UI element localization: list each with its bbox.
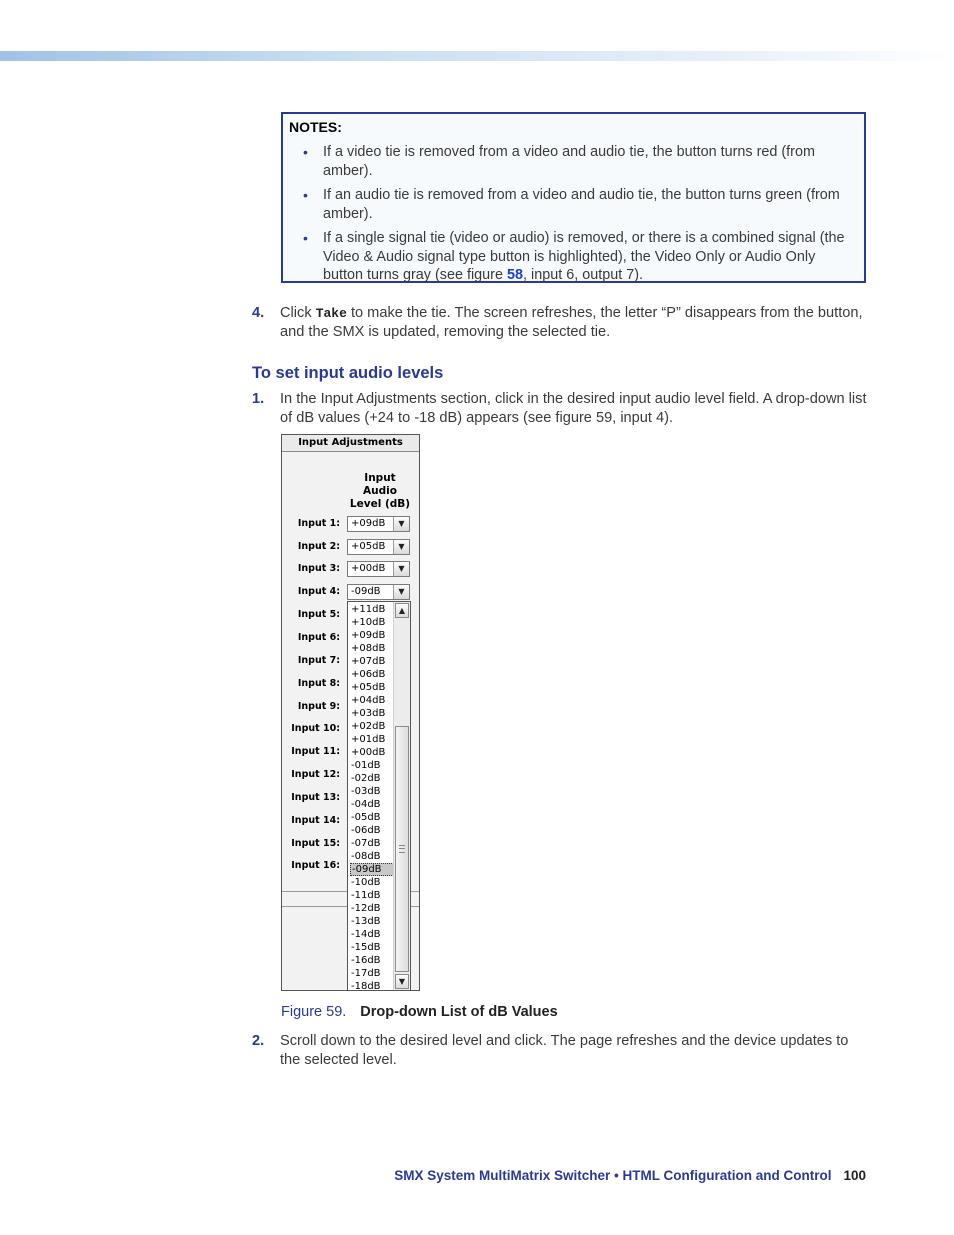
- db-option[interactable]: -05dB: [351, 812, 381, 823]
- input-label: Input 15:: [291, 838, 340, 849]
- chevron-down-icon[interactable]: ▼: [393, 562, 409, 576]
- input-label: Input 9:: [297, 701, 340, 712]
- input-label: Input 4:: [297, 586, 340, 597]
- panel-title: Input Adjustments: [282, 435, 419, 452]
- column-header-line: Input: [364, 472, 396, 484]
- scroll-down-icon[interactable]: ▼: [395, 974, 409, 989]
- step-text: Scroll down to the desired level and click. The page refreshes and the device updates to the selected level.: [280, 1033, 849, 1068]
- db-option[interactable]: +07dB: [351, 656, 386, 667]
- select-value: -09dB: [351, 586, 381, 597]
- header-bar: [0, 51, 954, 61]
- step-2: [252, 1032, 872, 1070]
- note-item: [303, 229, 848, 285]
- chevron-down-icon[interactable]: ▼: [393, 585, 409, 599]
- column-header: [344, 472, 416, 511]
- bullet-icon: •: [303, 144, 308, 160]
- scroll-up-icon[interactable]: ▲: [395, 603, 409, 618]
- db-option[interactable]: +11dB: [351, 604, 386, 615]
- db-option[interactable]: +08dB: [351, 643, 386, 654]
- step-text: In the Input Adjustments section, click in the desired input audio level field. A drop-down list of dB values (+24 to -18 dB) appears (see figure 59, input 4).: [280, 391, 867, 426]
- figure-caption: [281, 1004, 558, 1020]
- input-label: Input 13:: [291, 792, 340, 803]
- step-number: 4.: [252, 305, 265, 321]
- db-option[interactable]: -02dB: [351, 773, 381, 784]
- note-text: If a single signal tie (video or audio) is removed, or there is a combined signal (the Video & Audio signal type button is highlighted), the Video Only or Audio Only button turns gray (see figure: [323, 230, 845, 283]
- audio-level-select-3[interactable]: [347, 561, 410, 577]
- section-heading: To set input audio levels: [252, 364, 444, 382]
- figure-link[interactable]: 58: [506, 267, 523, 283]
- db-option[interactable]: -17dB: [351, 968, 381, 979]
- take-command: Take: [315, 306, 347, 321]
- audio-level-select-2[interactable]: [347, 539, 410, 555]
- db-option[interactable]: +04dB: [351, 695, 386, 706]
- db-option[interactable]: +01dB: [351, 734, 386, 745]
- input-label: Input 1:: [297, 518, 340, 529]
- db-option[interactable]: -16dB: [351, 955, 381, 966]
- db-option[interactable]: +09dB: [351, 630, 386, 641]
- notes-box: [281, 112, 866, 283]
- note-item: [303, 186, 848, 223]
- input-adjustments-screenshot: [281, 434, 420, 991]
- figure-label: Figure 59.: [281, 1004, 347, 1020]
- step-text: to make the tie. The screen refreshes, the letter “P” disappears from the button, and the SMX is updated, removing the selected tie.: [280, 305, 863, 340]
- db-option[interactable]: -13dB: [351, 916, 381, 927]
- input-label: Input 7:: [297, 655, 340, 666]
- audio-level-select-4[interactable]: [347, 584, 410, 600]
- input-label: Input 10:: [291, 723, 340, 734]
- note-text: , input 6, output 7).: [523, 267, 644, 283]
- note-text: If a video tie is removed from a video and audio tie, the button turns red (from amber).: [323, 144, 815, 179]
- db-option[interactable]: +02dB: [351, 721, 386, 732]
- select-value: +05dB: [351, 541, 386, 552]
- step-4: [252, 304, 872, 342]
- notes-title: NOTES:: [289, 119, 342, 135]
- db-option[interactable]: +05dB: [351, 682, 386, 693]
- step-1: [252, 390, 872, 428]
- step-number: 1.: [252, 391, 265, 407]
- audio-level-select-1[interactable]: [347, 516, 410, 532]
- bullet-icon: •: [303, 187, 308, 203]
- input-label: Input 14:: [291, 815, 340, 826]
- column-header-line: Audio: [363, 485, 397, 497]
- db-option[interactable]: -11dB: [351, 890, 381, 901]
- step-number: 2.: [252, 1033, 265, 1049]
- figure-title: Drop-down List of dB Values: [360, 1004, 558, 1020]
- input-label: Input 6:: [297, 632, 340, 643]
- db-option[interactable]: -06dB: [351, 825, 381, 836]
- db-option[interactable]: -04dB: [351, 799, 381, 810]
- input-label: Input 5:: [297, 609, 340, 620]
- input-label: Input 11:: [291, 746, 340, 757]
- input-label: Input 16:: [291, 860, 340, 871]
- note-text: If an audio tie is removed from a video and audio tie, the button turns green (from amber).: [323, 187, 840, 222]
- db-option[interactable]: -03dB: [351, 786, 381, 797]
- db-option[interactable]: +00dB: [351, 747, 386, 758]
- step-text: Click: [280, 305, 316, 321]
- db-option[interactable]: -08dB: [351, 851, 381, 862]
- input-label: Input 8:: [297, 678, 340, 689]
- note-item: [303, 143, 848, 180]
- footer-text: SMX System MultiMatrix Switcher • HTML Configuration and Control: [394, 1168, 832, 1183]
- input-label: Input 2:: [297, 541, 340, 552]
- db-option[interactable]: +03dB: [351, 708, 386, 719]
- select-value: +09dB: [351, 518, 386, 529]
- db-option[interactable]: -12dB: [351, 903, 381, 914]
- db-dropdown-list[interactable]: [347, 601, 411, 991]
- page-footer: [394, 1168, 866, 1183]
- db-option[interactable]: -09dB: [350, 863, 394, 876]
- input-label: Input 12:: [291, 769, 340, 780]
- select-value: +00dB: [351, 563, 386, 574]
- scrollbar[interactable]: [393, 602, 410, 990]
- db-option[interactable]: -14dB: [351, 929, 381, 940]
- db-option[interactable]: -18dB: [351, 981, 381, 992]
- chevron-down-icon[interactable]: ▼: [393, 540, 409, 554]
- column-header-line: Level (dB): [349, 498, 411, 510]
- db-option[interactable]: -10dB: [351, 877, 381, 888]
- bullet-icon: •: [303, 230, 308, 246]
- db-option[interactable]: -15dB: [351, 942, 381, 953]
- chevron-down-icon[interactable]: ▼: [393, 517, 409, 531]
- grip-icon: [399, 845, 405, 853]
- page-number: 100: [843, 1168, 866, 1183]
- db-option[interactable]: +10dB: [351, 617, 386, 628]
- scroll-thumb[interactable]: [395, 726, 409, 972]
- db-option[interactable]: +06dB: [351, 669, 386, 680]
- input-label: Input 3:: [297, 563, 340, 574]
- db-option[interactable]: -07dB: [351, 838, 381, 849]
- db-option[interactable]: -01dB: [351, 760, 381, 771]
